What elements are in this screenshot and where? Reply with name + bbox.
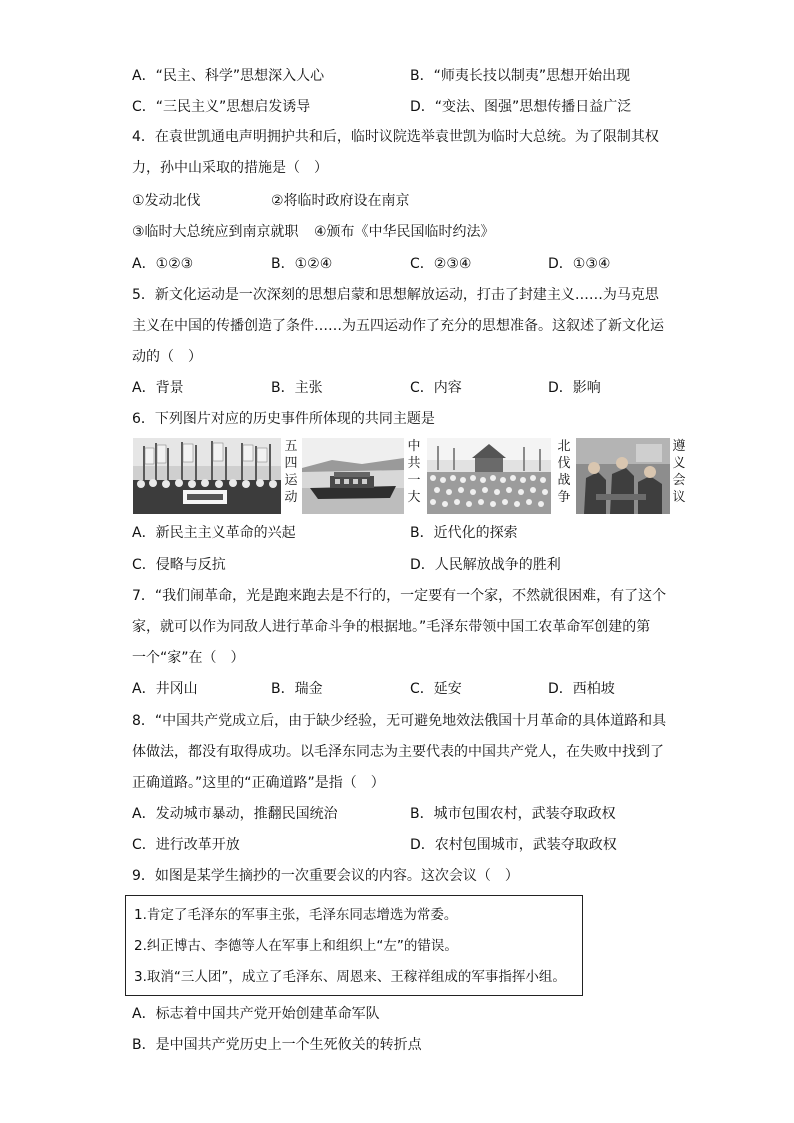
q4-option-c: C．②③④ [410,256,472,272]
q5-stem-line3: 动的（ ） [132,349,202,365]
q7-stem-line2: 家，就可以作为同敌人进行革命斗争的根据地。”毛泽东带领中国工农革命军创建的第 [132,619,651,635]
q4-option-b: B．①②④ [271,256,333,272]
q5-option-b: B．主张 [271,380,323,396]
q8-option-c: C．进行改革开放 [132,837,240,853]
q6-option-c: C．侵略与反抗 [132,557,226,573]
q6-option-d: D．人民解放战争的胜利 [410,557,561,573]
q6-option-a: A．新民主主义革命的兴起 [132,525,296,541]
q3-option-a: A．“民主、科学”思想深入人心 [132,68,325,84]
q4-stem-line2: 力，孙中山采取的措施是（ ） [132,160,328,176]
q6-option-b: B．近代化的探索 [410,525,518,541]
q7-stem-line1: 7．“我们闹革命，光是跑来跑去是不行的，一定要有一个家，不然就很困难，有了这个 [132,588,667,604]
q8-option-a: A．发动城市暴动，推翻民国统治 [132,806,338,822]
q8-stem-line1: 8．“中国共产党成立后，由于缺少经验，无可避免地效法俄国十月革命的具体道路和具 [132,713,667,729]
may-fourth-photo [133,438,281,514]
q4-item-3: ③临时大总统应到南京就职 [132,224,299,240]
zunyi-meeting-painting [576,438,670,514]
q4-option-d: D．①③④ [548,256,611,272]
q3-option-d: D．“变法、图强”思想传播日益广泛 [410,99,632,115]
q8-option-b: B．城市包围农村，武装夺取政权 [410,806,616,822]
q8-stem-line3: 正确道路。”这里的“正确道路”是指（ ） [132,775,385,791]
red-boat-photo [302,438,404,514]
q5-stem-line2: 主义在中国的传播创造了条件……为五四运动作了充分的思想准备。这叙述了新文化运 [132,318,664,334]
may-fourth-caption: 五 四 运 动 [284,439,298,505]
q9-option-a: A．标志着中国共产党开始创建革命军队 [132,1006,380,1022]
northern-expedition-photo [427,438,551,514]
q9-stem: 9．如图是某学生摘抄的一次重要会议的内容。这次会议（ ） [132,868,519,884]
northern-expedition-caption: 北 伐 战 争 [557,439,571,505]
q8-option-d: D．农村包围城市，武装夺取政权 [410,837,617,853]
q6-stem: 6．下列图片对应的历史事件所体现的共同主题是 [132,411,435,427]
q8-stem-line2: 体做法，都没有取得成功。以毛泽东同志为主要代表的中国共产党人，在失败中找到了 [132,744,664,760]
q5-option-c: C．内容 [410,380,462,396]
q7-option-b: B．瑞金 [271,681,323,697]
zunyi-meeting-caption: 遵 义 会 议 [672,439,686,505]
first-congress-caption: 中 共 一 大 [407,439,421,505]
q4-item-4: ④颁布《中华民国临时约法》 [314,224,495,240]
q9-option-b: B．是中国共产党历史上一个生死攸关的转折点 [132,1037,422,1053]
q3-option-b: B．“师夷长技以制夷”思想开始出现 [410,68,631,84]
q3-option-c: C．“三民主义”思想启发诱导 [132,99,311,115]
q7-option-d: D．西柏坡 [548,681,615,697]
q5-stem-line1: 5．新文化运动是一次深刻的思想启蒙和思想解放运动，打击了封建主义……为马克思 [132,287,659,303]
q4-item-1: ①发动北伐 [132,193,201,209]
q4-item-2: ②将临时政府设在南京 [271,193,410,209]
q7-stem-line3: 一个“家”在（ ） [132,650,245,666]
q4-stem-line1: 4．在袁世凯通电声明拥护共和后，临时议院选举袁世凯为临时大总统。为了限制其权 [132,129,659,145]
q5-option-d: D．影响 [548,380,601,396]
meeting-notes-box [125,895,583,996]
meeting-note-3: 3.取消“三人团”，成立了毛泽东、周恩来、王稼祥组成的军事指挥小组。 [134,969,566,985]
meeting-note-1: 1.肯定了毛泽东的军事主张，毛泽东同志增选为常委。 [134,907,458,923]
meeting-note-2: 2.纠正博古、李德等人在军事上和组织上“左”的错误。 [134,938,458,954]
q7-option-a: A．井冈山 [132,681,198,697]
q4-option-a: A．①②③ [132,256,194,272]
q7-option-c: C．延安 [410,681,462,697]
q5-option-a: A．背景 [132,380,184,396]
